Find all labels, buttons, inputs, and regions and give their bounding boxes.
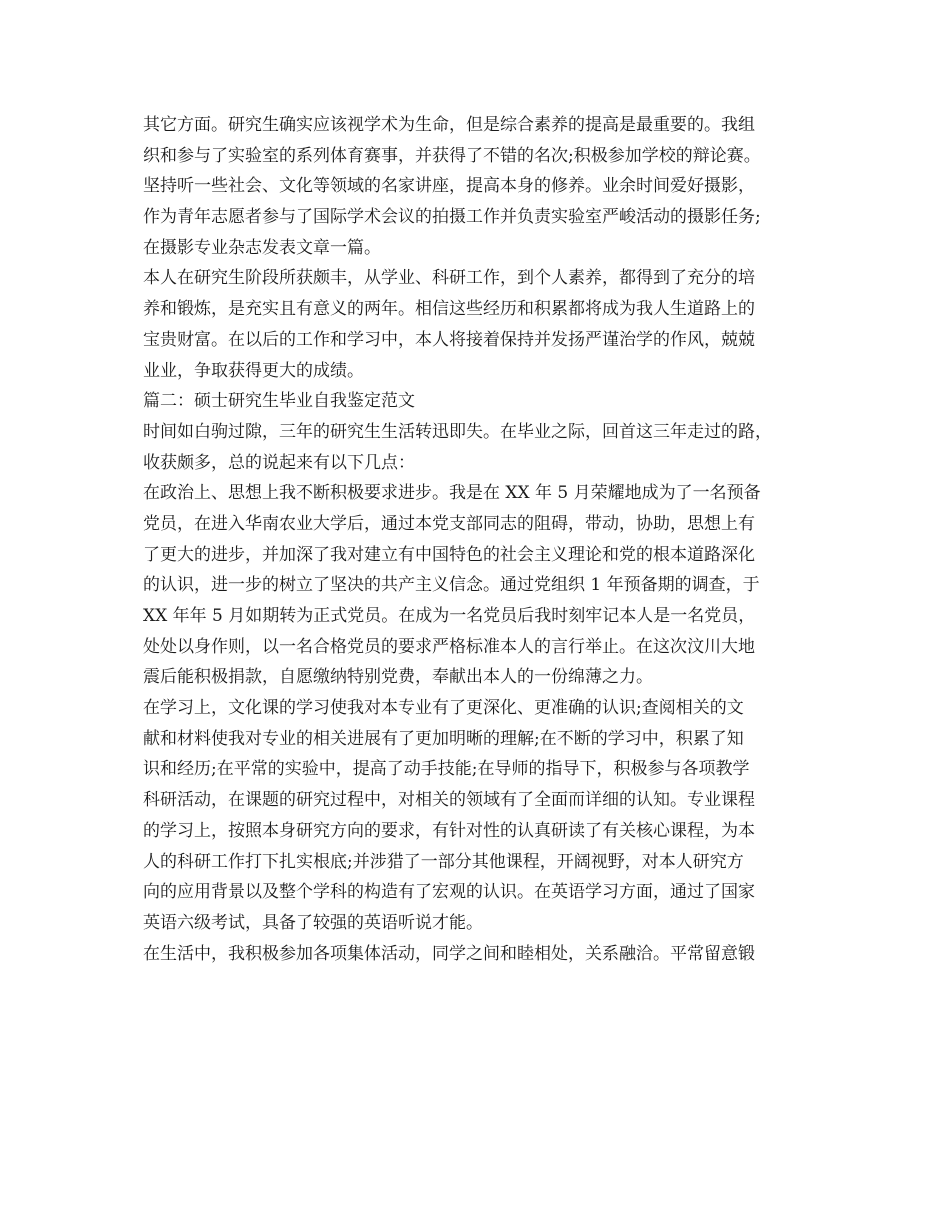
document-body bbox=[143, 110, 823, 969]
text-line: 其它方面。研究生确实应该视学术为生命，但是综合素养的提高是最重要的。我组 bbox=[143, 115, 755, 135]
text-line: 业业，争取获得更大的成绩。 bbox=[143, 360, 364, 381]
text-line: 在政治上、思想上我不断积极要求进步。我是在 XX 年 5 月荣耀地成为了一名预备 bbox=[143, 483, 761, 504]
text-line: 时间如白驹过隙，三年的研究生生活转迅即失。在毕业之际，回首这三年走过的路， bbox=[143, 421, 772, 442]
text-line: 处处以身作则，以一名合格党员的要求严格标准本人的言行举止。在这次汶川大地 bbox=[143, 636, 755, 657]
text-line: 的学习上，按照本身研究方向的要求，有针对性的认真研读了有关核心课程，为本 bbox=[143, 820, 755, 841]
text-line: 坚持听一些社会、文化等领域的名家讲座，提高本身的修养。业余时间爱好摄影， bbox=[143, 176, 755, 197]
text-line: 人的科研工作打下扎实根底;并涉猎了一部分其他课程，开阔视野，对本人研究方 bbox=[143, 851, 744, 872]
text-line: 了更大的进步，并加深了我对建立有中国特色的社会主义理论和党的根本道路深化 bbox=[143, 544, 755, 565]
text-line: 织和参与了实验室的系列体育赛事，并获得了不错的名次;积极参加学校的辩论赛。 bbox=[143, 145, 761, 166]
text-line: XX 年年 5 月如期转为正式党员。在成为一名党员后我时刻牢记本人是一名党员， bbox=[143, 606, 756, 626]
text-line: 震后能积极捐款，自愿缴纳特别党费，奉献出本人的一份绵薄之力。 bbox=[143, 667, 653, 688]
text-line: 收获颇多，总的说起来有以下几点： bbox=[143, 452, 415, 473]
text-line: 在生活中，我积极参加各项集体活动，同学之间和睦相处，关系融洽。平常留意锻 bbox=[143, 943, 755, 964]
text-line: 篇二：硕士研究生毕业自我鉴定范文 bbox=[143, 391, 415, 412]
text-line: 本人在研究生阶段所获颇丰，从学业、科研工作，到个人素养，都得到了充分的培 bbox=[143, 268, 755, 289]
text-line: 在学习上，文化课的学习使我对本专业有了更深化、更准确的认识;查阅相关的文 bbox=[143, 698, 744, 719]
text-line: 作为青年志愿者参与了国际学术会议的拍摄工作并负责实验室严峻活动的摄影任务; bbox=[143, 207, 761, 228]
text-line: 在摄影专业杂志发表文章一篇。 bbox=[143, 237, 381, 258]
text-line: 科研活动，在课题的研究过程中，对相关的领域有了全面而详细的认知。专业课程 bbox=[143, 790, 755, 811]
text-line: 英语六级考试，具备了较强的英语听说才能。 bbox=[143, 912, 483, 933]
text-line: 养和锻炼，是充实且有意义的两年。相信这些经历和积累都将成为我人生道路上的 bbox=[143, 299, 755, 320]
text-line: 献和材料使我对专业的相关进展有了更加明晰的理解;在不断的学习中，积累了知 bbox=[143, 728, 744, 749]
text-line: 宝贵财富。在以后的工作和学习中，本人将接着保持并发扬严谨治学的作风，兢兢 bbox=[143, 329, 755, 350]
text-line: 识和经历;在平常的实验中，提高了动手技能;在导师的指导下，积极参与各项教学 bbox=[143, 759, 750, 780]
text-line: 向的应用背景以及整个学科的构造有了宏观的认识。在英语学习方面，通过了国家 bbox=[143, 882, 755, 903]
text-line: 的认识，进一步的树立了坚决的共产主义信念。通过党组织 1 年预备期的调查，于 bbox=[143, 575, 760, 596]
text-line: 党员，在进入华南农业大学后，通过本党支部同志的阻碍，带动，协助，思想上有 bbox=[143, 513, 755, 534]
